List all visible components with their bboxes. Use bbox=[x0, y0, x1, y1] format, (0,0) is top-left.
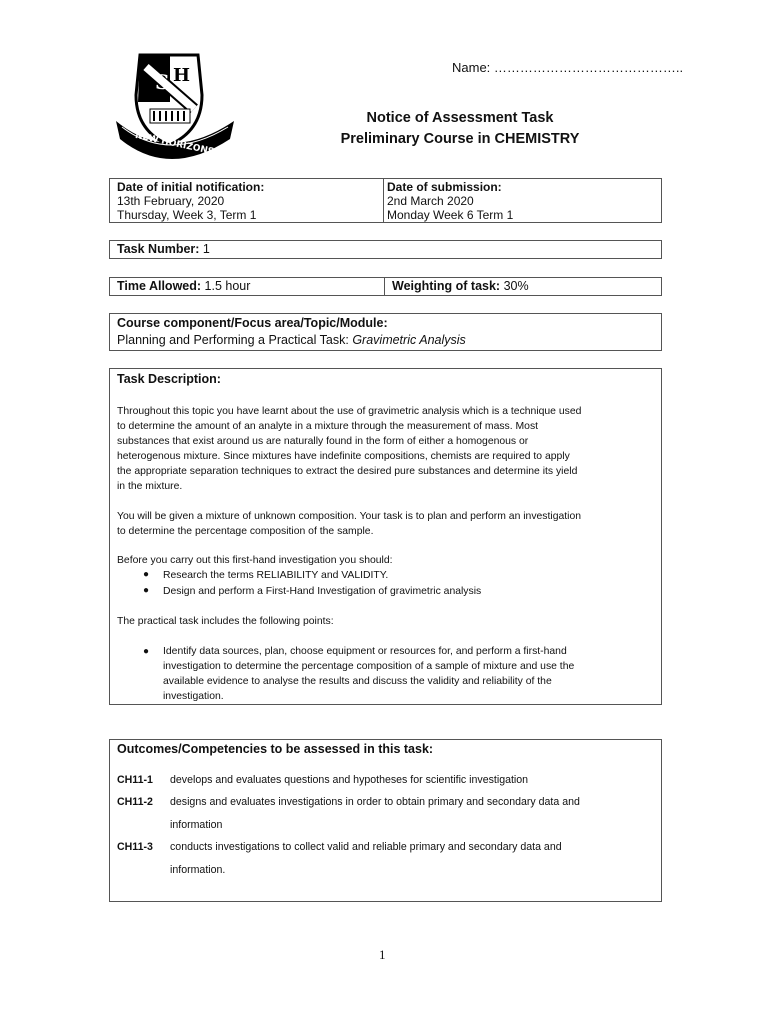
outcomes-label: Outcomes/Competencies to be assessed in this task: bbox=[117, 742, 434, 756]
bullet-item: Research the terms RELIABILITY and VALIDITY. bbox=[163, 570, 389, 581]
svg-text:S: S bbox=[155, 70, 170, 94]
page-number: 1 bbox=[379, 947, 386, 962]
text-line: investigation. bbox=[163, 691, 224, 702]
text-line: investigation to determine the percentage composition of a sample of mixture and use the bbox=[163, 661, 575, 672]
text-line: heterogenous mixture. Since mixtures have indefinite compositions, chemists are required to apply bbox=[117, 451, 570, 462]
outcome-code: CH11-2 bbox=[117, 796, 153, 808]
time-divider bbox=[384, 277, 385, 296]
course-label: Course component/Focus area/Topic/Module: bbox=[117, 316, 388, 330]
svg-text:H: H bbox=[173, 65, 191, 86]
outcome-text: conducts investigations to collect valid and reliable primary and secondary data and bbox=[170, 841, 562, 853]
text-line: to determine the amount of an analyte in a mixture through the measurement of mass. Most bbox=[117, 421, 539, 432]
time-allowed-value: 1.5 hour bbox=[204, 279, 251, 293]
submission-date: 2nd March 2020 bbox=[387, 194, 474, 208]
text-line: Throughout this topic you have learnt about the use of gravimetric analysis which is a technique used bbox=[117, 406, 582, 417]
weighting-label: Weighting of task: bbox=[392, 279, 501, 293]
description-paragraph-1 bbox=[117, 404, 657, 494]
submission-label: Date of submission: bbox=[387, 180, 502, 194]
outcome-text-continued: information. bbox=[170, 864, 226, 876]
document-subtitle: Preliminary Course in CHEMISTRY bbox=[340, 131, 580, 147]
time-allowed-label: Time Allowed: bbox=[117, 279, 202, 293]
bullet-icon: ● bbox=[143, 569, 150, 580]
document-title: Notice of Assessment Task bbox=[366, 110, 554, 126]
outcome-text-continued: information bbox=[170, 819, 223, 831]
dates-divider bbox=[383, 178, 384, 223]
bullet-icon: ● bbox=[143, 646, 150, 657]
outcome-code: CH11-3 bbox=[117, 841, 153, 853]
text-line: in the mixture. bbox=[117, 481, 183, 492]
notification-week: Thursday, Week 3, Term 1 bbox=[117, 208, 257, 222]
description-paragraph-2 bbox=[117, 509, 657, 539]
svg-text:NEW HORIZONS: NEW HORIZONS bbox=[134, 130, 215, 158]
task-number-label: Task Number: bbox=[117, 242, 200, 256]
notification-date: 13th February, 2020 bbox=[117, 194, 225, 208]
name-field[interactable]: Name: …………………………………….. bbox=[452, 60, 684, 75]
outcome-text: develops and evaluates questions and hypotheses for scientific investigation bbox=[170, 774, 529, 786]
weighting bbox=[392, 279, 529, 293]
description-paragraph-3: Before you carry out this first-hand investigation you should: bbox=[117, 555, 393, 566]
text-line: substances that exist around us are naturally found in the form of either a homogenous or bbox=[117, 436, 529, 447]
practical-point bbox=[163, 644, 653, 704]
text-line: Identify data sources, plan, choose equipment or resources for, and perform a first-hand bbox=[163, 646, 567, 657]
course-value-prefix: Planning and Performing a Practical Task: bbox=[117, 333, 349, 347]
time-allowed bbox=[117, 279, 250, 293]
weighting-value: 30% bbox=[503, 279, 529, 293]
course-value bbox=[117, 333, 466, 347]
description-paragraph-4: The practical task includes the following points: bbox=[117, 616, 334, 627]
outcome-text: designs and evaluates investigations in order to obtain primary and secondary data and bbox=[170, 796, 580, 808]
text-line: You will be given a mixture of unknown composition. Your task is to plan and perform an investigation bbox=[117, 511, 581, 522]
text-line: the appropriate separation techniques to extract the desired pure substances and determine its yield bbox=[117, 466, 578, 477]
outcome-code: CH11-1 bbox=[117, 774, 153, 786]
text-line: to determine the percentage composition of the sample. bbox=[117, 526, 374, 537]
course-value-topic: Gravimetric Analysis bbox=[352, 333, 466, 347]
task-number-value: 1 bbox=[202, 242, 210, 256]
description-label: Task Description: bbox=[117, 372, 221, 386]
submission-week: Monday Week 6 Term 1 bbox=[387, 208, 514, 222]
bullet-item: Design and perform a First-Hand Investigation of gravimetric analysis bbox=[163, 586, 482, 597]
notification-label: Date of initial notification: bbox=[117, 180, 265, 194]
task-number bbox=[117, 242, 210, 256]
text-line: available evidence to analyse the results and discuss the validity and reliability of the bbox=[163, 676, 552, 687]
bullet-icon: ● bbox=[143, 585, 150, 596]
